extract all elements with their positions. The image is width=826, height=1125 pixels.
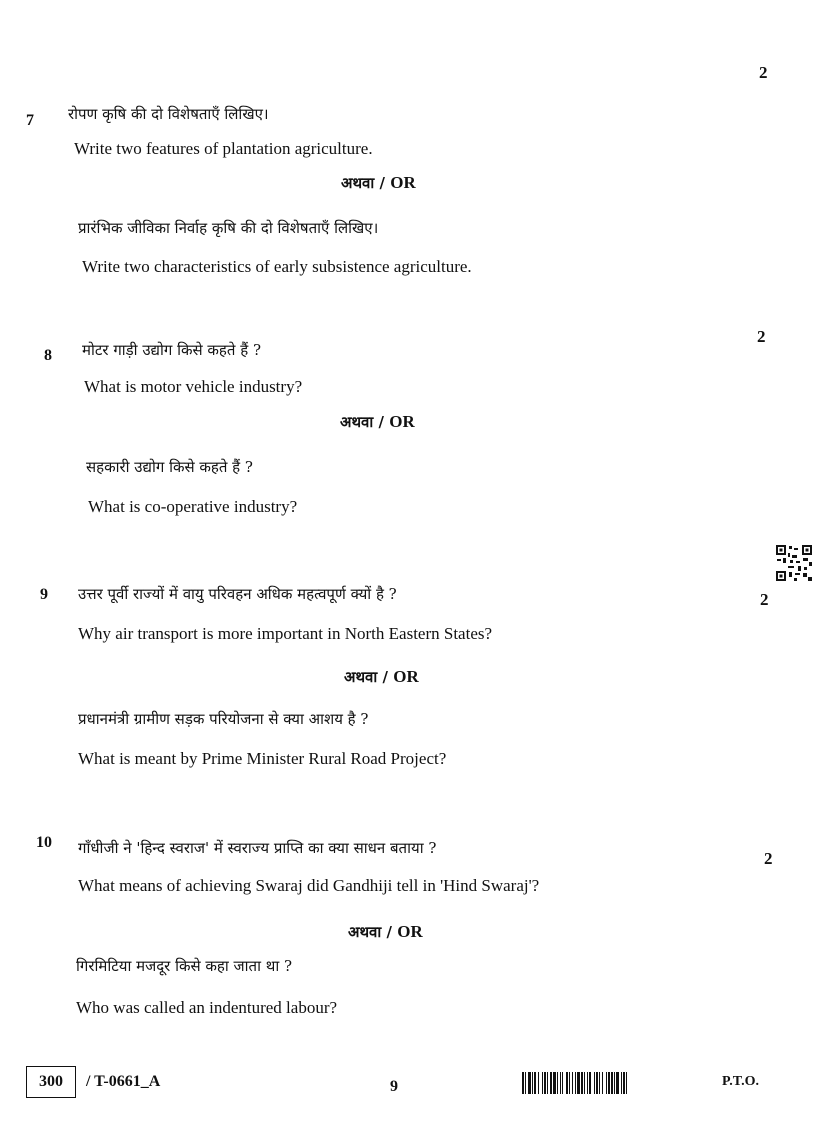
top-marks: 2	[759, 63, 768, 82]
or-english: OR	[390, 173, 416, 192]
hindi-question: गाँधीजी ने 'हिन्द स्वराज' में स्वराज्य प्राप्ति का क्या साधन बताया ?	[78, 839, 437, 857]
alt-hindi-question: प्रारंभिक जीविका निर्वाह कृषि की दो विशेषताएँ लिखिए।	[78, 219, 379, 237]
or-slash: /	[382, 668, 388, 686]
or-english: OR	[393, 667, 419, 686]
or-hindi: अथवा	[341, 174, 375, 192]
barcode	[522, 1072, 708, 1094]
question-number: 7	[26, 112, 34, 129]
question-number: 8	[44, 347, 52, 364]
english-question: Why air transport is more important in North Eastern States?	[78, 624, 493, 643]
question-number: 10	[36, 834, 52, 851]
or-hindi: अथवा	[348, 923, 382, 941]
or-slash: /	[378, 413, 384, 431]
english-question: What means of achieving Swaraj did Gandhiji tell in 'Hind Swaraj'?	[78, 876, 540, 895]
hindi-question: रोपण कृषि की दो विशेषताएँ लिखिए।	[68, 105, 269, 123]
or-slash: /	[386, 923, 392, 941]
or-hindi: अथवा	[340, 413, 374, 431]
marks: 2	[760, 590, 769, 609]
paper-number-box: 300	[26, 1066, 76, 1098]
alt-hindi-question: प्रधानमंत्री ग्रामीण सड़क परियोजना से क्या आशय है ?	[78, 710, 369, 728]
hindi-question: मोटर गाड़ी उद्योग किसे कहते हैं ?	[82, 341, 261, 359]
or-english: OR	[389, 412, 415, 431]
alt-english-question: What is meant by Prime Minister Rural Road Project?	[78, 749, 447, 768]
alt-hindi-question: सहकारी उद्योग किसे कहते हैं ?	[86, 458, 253, 476]
or-separator	[348, 922, 423, 942]
or-english: OR	[397, 922, 423, 941]
marks: 2	[757, 327, 766, 346]
or-separator	[341, 173, 416, 193]
or-hindi: अथवा	[344, 668, 378, 686]
or-separator	[344, 667, 419, 687]
alt-english-question: Write two characteristics of early subsistence agriculture.	[82, 257, 472, 276]
alt-hindi-question: गिरमिटिया मजदूर किसे कहा जाता था ?	[76, 957, 293, 975]
hindi-question: उत्तर पूर्वी राज्यों में वायु परिवहन अधिक महत्वपूर्ण क्यों है ?	[78, 585, 397, 603]
pto-label: P.T.O.	[722, 1074, 759, 1089]
marks: 2	[764, 849, 773, 868]
or-slash: /	[379, 174, 385, 192]
alt-english-question: What is co-operative industry?	[88, 497, 298, 516]
or-separator	[340, 412, 415, 432]
qr-code	[776, 545, 812, 581]
english-question: What is motor vehicle industry?	[84, 377, 303, 396]
english-question: Write two features of plantation agriculture.	[74, 139, 373, 158]
alt-english-question: Who was called an indentured labour?	[76, 998, 338, 1017]
question-number: 9	[40, 586, 48, 603]
paper-code: / T-0661_A	[86, 1073, 161, 1090]
page-number: 9	[390, 1078, 398, 1095]
